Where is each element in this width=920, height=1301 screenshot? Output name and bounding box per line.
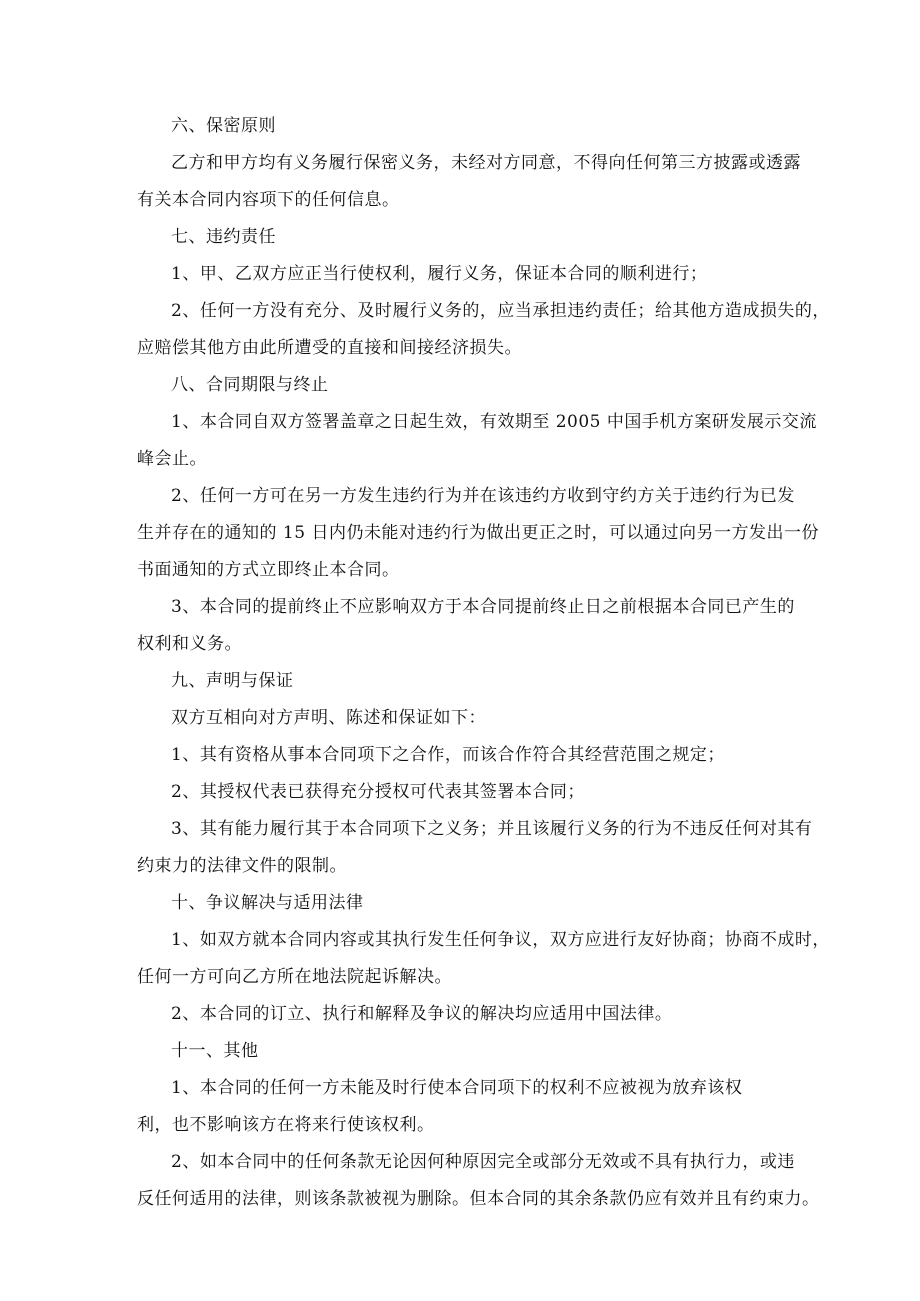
document-body — [137, 108, 830, 1218]
paragraph-term-3 — [137, 589, 795, 663]
paragraph-line: 1、甲、乙双方应正当行使权利，履行义务，保证本合同的顺利进行； — [171, 264, 708, 284]
paragraph-line: 2、本合同的订立、执行和解释及争议的解决均应适用中国法律。 — [171, 1004, 673, 1024]
paragraph-other-2 — [137, 1144, 820, 1218]
paragraph-line: 利，也不影响该方在将来行使该权利。 — [137, 1115, 435, 1135]
paragraph-line: 权利和义务。 — [137, 634, 242, 654]
paragraph-line: 2、任何一方没有充分、及时履行义务的，应当承担违约责任；给其他方造成损失的， — [171, 301, 830, 321]
paragraph-line: 有关本合同内容项下的任何信息。 — [137, 190, 400, 210]
paragraph-line: 峰会止。 — [137, 449, 207, 469]
section-heading-term — [137, 367, 785, 404]
heading-line: 六、保密原则 — [171, 116, 276, 136]
paragraph-representations-2 — [137, 774, 785, 811]
paragraph-line: 任何一方可向乙方所在地法院起诉解决。 — [137, 967, 452, 987]
section-heading-other — [137, 1033, 785, 1070]
paragraph-line: 双方互相向对方声明、陈述和保证如下： — [171, 708, 486, 728]
paragraph-line: 1、本合同的任何一方未能及时行使本合同项下的权利不应被视为放弃该权 — [171, 1078, 743, 1098]
heading-line: 八、合同期限与终止 — [171, 375, 329, 395]
paragraph-representations-intro — [137, 700, 785, 737]
paragraph-line: 1、其有资格从事本合同项下之合作，而该合作符合其经营范围之规定； — [171, 745, 725, 765]
paragraph-line: 应赔偿其他方由此所遭受的直接和间接经济损失。 — [137, 338, 522, 358]
paragraph-other-1 — [137, 1070, 785, 1144]
paragraph-line: 2、其授权代表已获得充分授权可代表其签署本合同； — [171, 782, 585, 802]
paragraph-line: 反任何适用的法律，则该条款被视为删除。但本合同的其余条款仍应有效并且有约束力。 — [137, 1189, 820, 1209]
paragraph-line: 3、本合同的提前终止不应影响双方于本合同提前终止日之前根据本合同已产生的 — [171, 597, 795, 617]
paragraph-representations-1 — [137, 737, 785, 774]
heading-line: 十一、其他 — [171, 1041, 259, 1061]
paragraph-breach-2 — [137, 293, 830, 367]
section-heading-disputes — [137, 885, 785, 922]
paragraph-disputes-2 — [137, 996, 785, 1033]
section-heading-representations — [137, 663, 785, 700]
paragraph-line: 生并存在的通知的 15 日内仍未能对违约行为做出更正之时，可以通过向另一方发出一份 — [137, 523, 819, 543]
paragraph-line: 书面通知的方式立即终止本合同。 — [137, 560, 400, 580]
paragraph-representations-3 — [137, 811, 813, 885]
paragraph-line: 1、本合同自双方签署盖章之日起生效，有效期至 2005 中国手机方案研发展示交流 — [171, 412, 817, 432]
paragraph-line: 1、如双方就本合同内容或其执行发生任何争议，双方应进行友好协商；协商不成时， — [171, 930, 830, 950]
paragraph-line: 乙方和甲方均有义务履行保密义务，未经对方同意，不得向任何第三方披露或透露 — [171, 153, 801, 173]
paragraph-line: 3、其有能力履行其于本合同项下之义务；并且该履行义务的行为不违反任何对其有 — [171, 819, 813, 839]
paragraph-line: 约束力的法律文件的限制。 — [137, 856, 347, 876]
paragraph-line: 2、如本合同中的任何条款无论因何种原因完全或部分无效或不具有执行力，或违 — [171, 1152, 795, 1172]
heading-line: 九、声明与保证 — [171, 671, 294, 691]
section-heading-breach — [137, 219, 785, 256]
paragraph-term-2 — [137, 478, 819, 589]
paragraph-disputes-1 — [137, 922, 830, 996]
paragraph-term-1 — [137, 404, 817, 478]
heading-line: 七、违约责任 — [171, 227, 276, 247]
paragraph-line: 2、任何一方可在另一方发生违约行为并在该违约方收到守约方关于违约行为已发 — [171, 486, 795, 506]
paragraph-confidentiality — [137, 145, 801, 219]
paragraph-breach-1 — [137, 256, 785, 293]
heading-line: 十、争议解决与适用法律 — [171, 893, 364, 913]
section-heading-confidentiality — [137, 108, 785, 145]
